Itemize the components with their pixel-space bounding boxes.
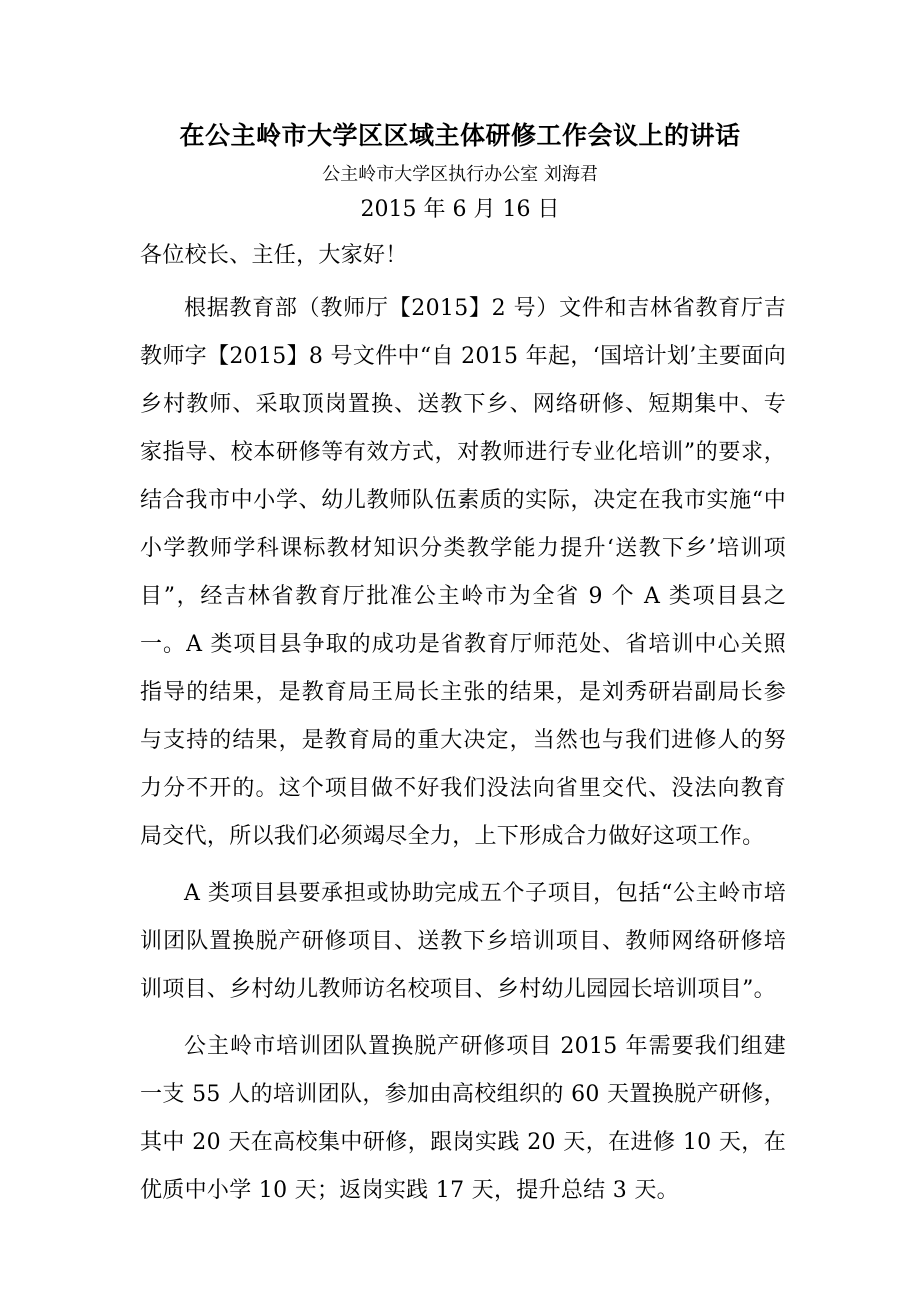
paragraph-3: 公主岭市培训团队置换脱产研修项目 2015 年需要我们组建一支 55 人的培训团队，参加由高校组织的 60 天置换脱产研修，其中 20 天在高校集中研修，跟岗实践 20 天，在进修 10 天，在优质中小学 10 天；返岗实践 17 天，提升总结 3 天。 [140, 1034, 786, 1203]
document-author: 公主岭市大学区执行办公室 刘海君 [322, 164, 598, 185]
document-title: 在公主岭市大学区区域主体研修工作会议上的讲话 [179, 121, 741, 150]
document-date: 2015 年 6 月 16 日 [360, 197, 560, 222]
greeting: 各位校长、主任，大家好！ [140, 243, 408, 268]
document-body [140, 232, 786, 1224]
paragraph-2: A 类项目县要承担或协助完成五个子项目，包括“公主岭市培训团队置换脱产研修项目、送教下乡培训项目、教师网络研修培训项目、乡村幼儿教师访名校项目、乡村幼儿园园长培训项目”。 [140, 881, 786, 1002]
paragraph-1: 根据教育部（教师厅【2015】2 号）文件和吉林省教育厅吉教师字【2015】8 号文件中“自 2015 年起，‘国培计划’主要面向乡村教师、采取顶岗置换、送教下乡、网络研修、短期集中、专家指导、校本研修等有效方式，对教师进行专业化培训”的要求，结合我市中小学、幼儿教师队伍素质的实际，决定在我市实施“中小学教师学科课标教材知识分类教学能力提升‘送教下乡’培训项目”，经吉林省教育厅批准公主岭市为全省 9 个 A 类项目县之一。A 类项目县争取的成功是省教育厅师范处、省培训中心关照指导的结果，是教育局王局长主张的结果，是刘秀研岩副局长参与支持的结果，是教育局的重大决定，当然也与我们进修人的努力分不开的。这个项目做不好我们没法向省里交代、没法向教育局交代，所以我们必须竭尽全力，上下形成合力做好这项工作。 [140, 296, 786, 849]
